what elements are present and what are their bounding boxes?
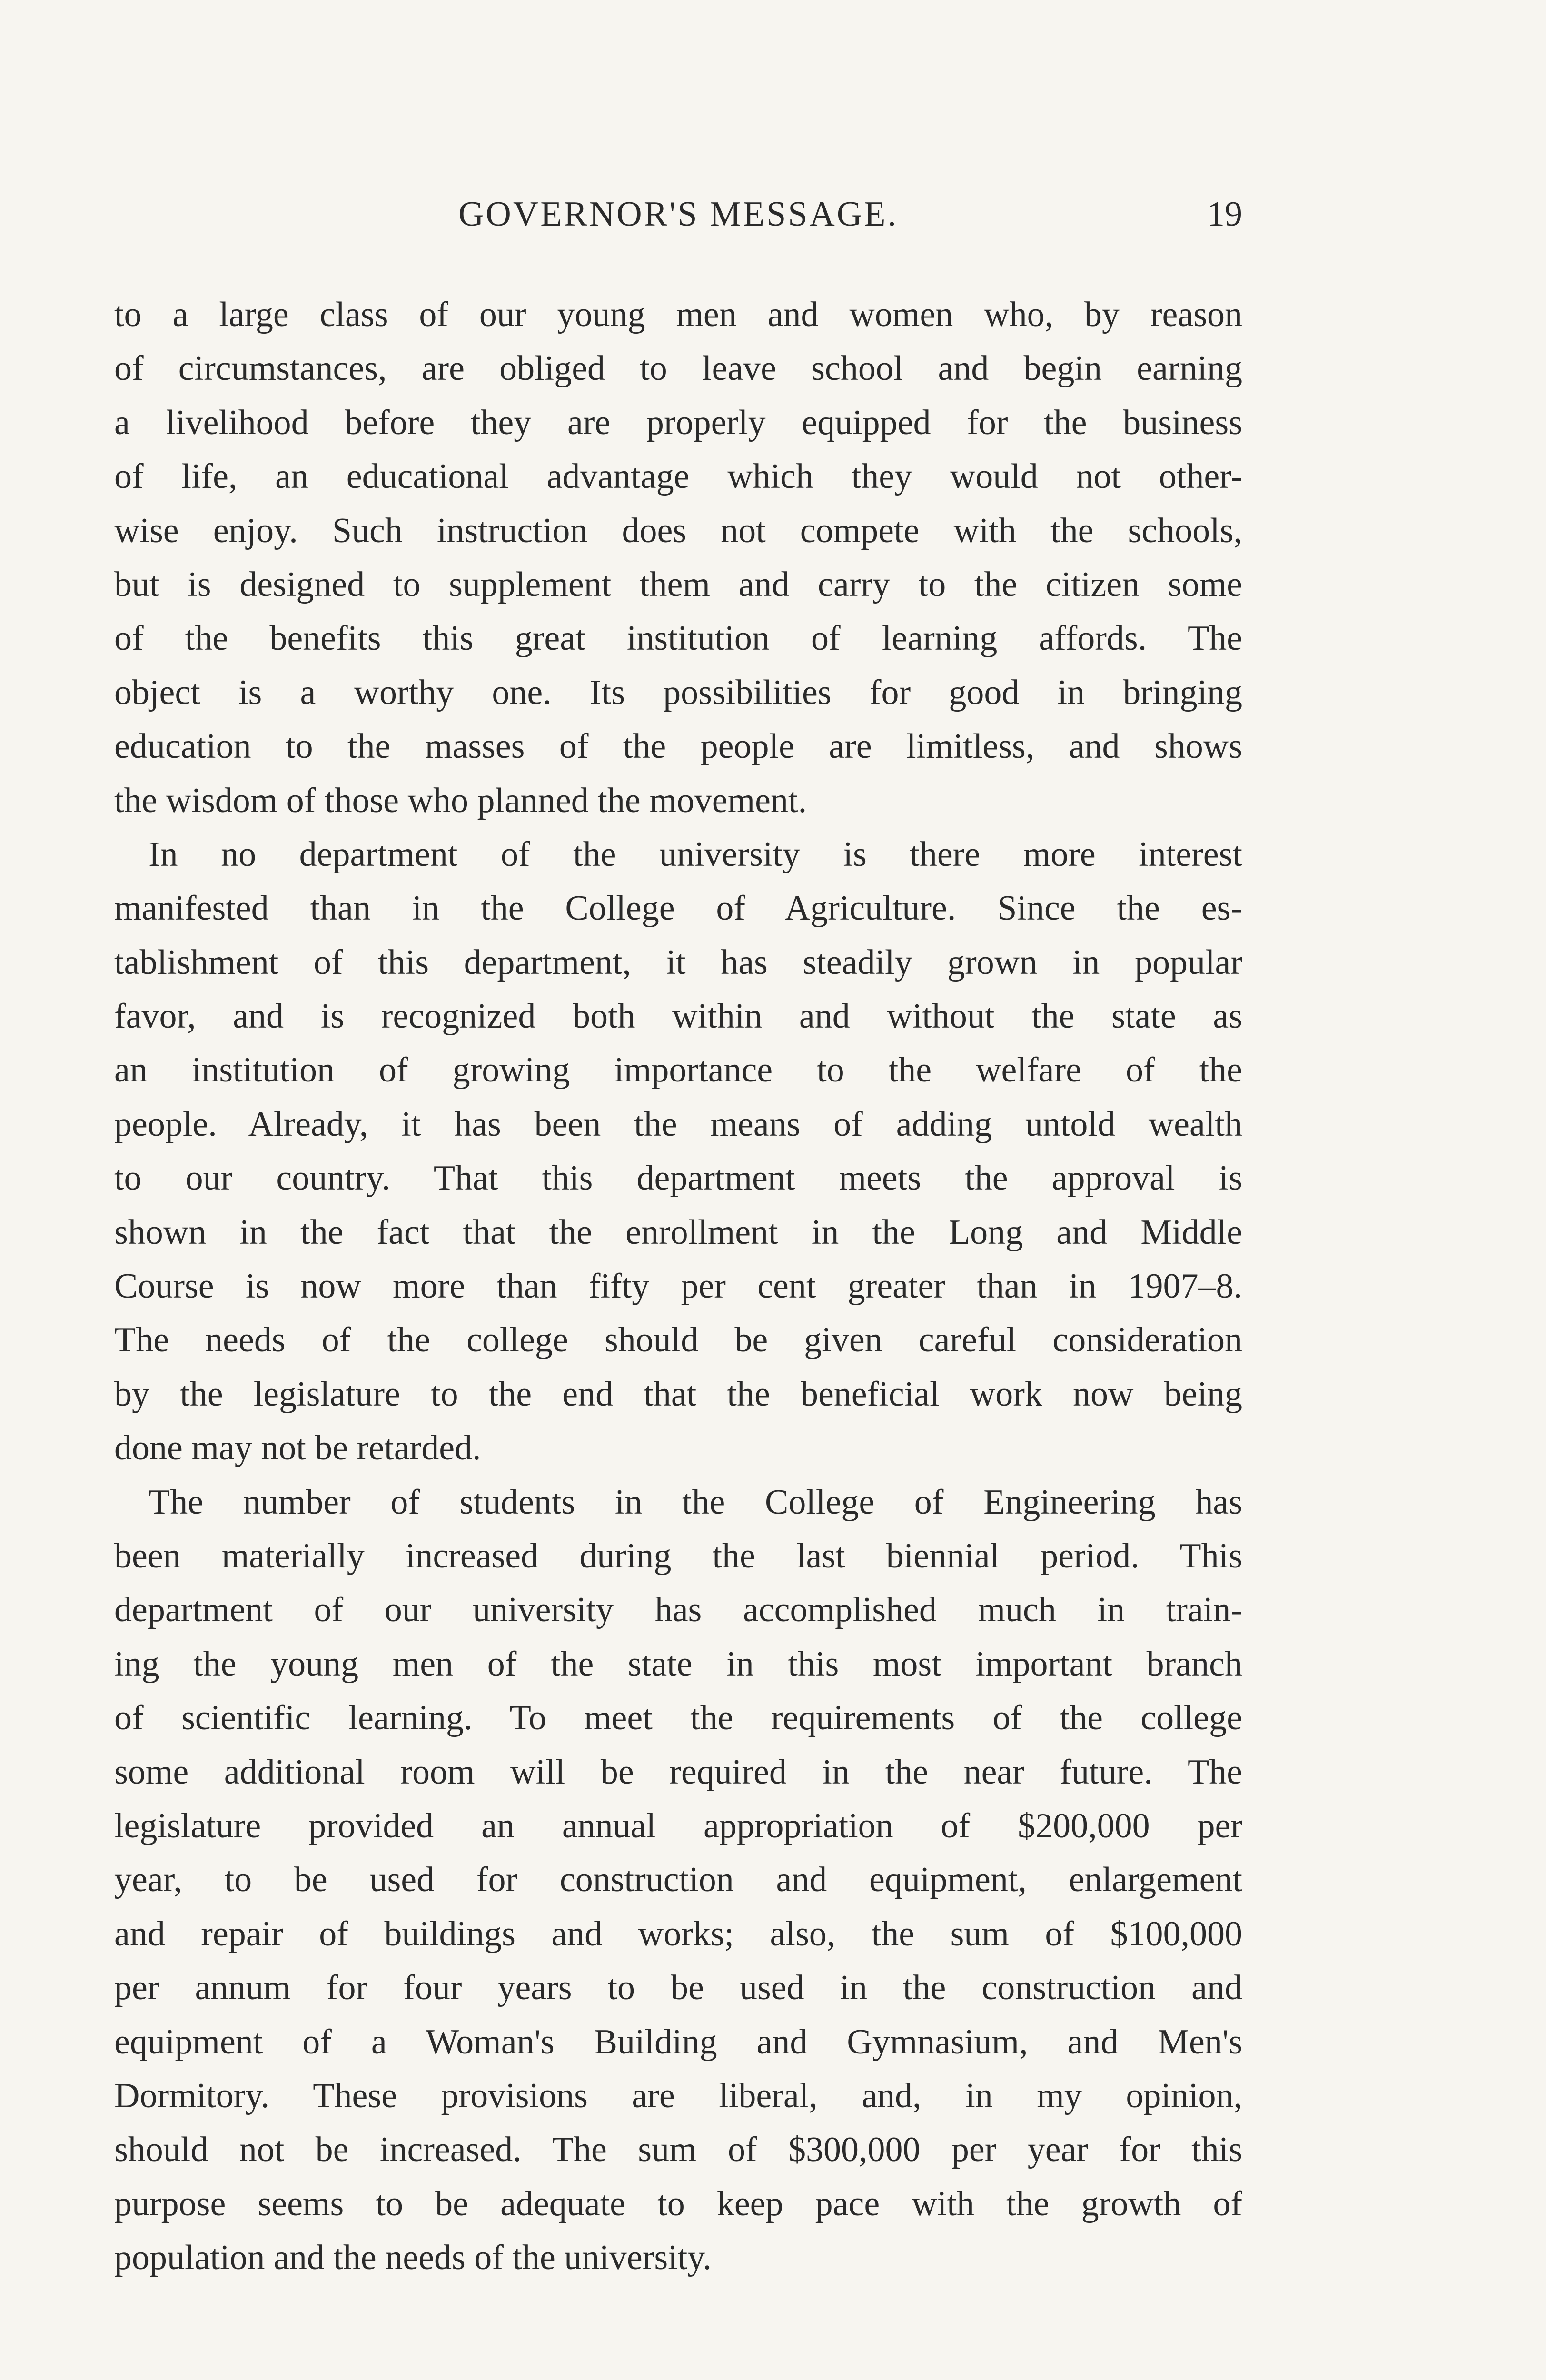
text-line: equipment of a Woman's Building and Gymnasium, and Men's [114, 2022, 1242, 2062]
text-line: done may not be retarded. [114, 1428, 481, 1468]
text-line: of circumstances, are obliged to leave school and begin earning [114, 349, 1242, 388]
text-line: In no department of the university is there more interest [149, 834, 1242, 874]
running-head: GOVERNOR'S MESSAGE. [458, 195, 898, 234]
text-line: wise enjoy. Such instruction does not compete with the schools, [114, 511, 1242, 550]
text-line: per annum for four years to be used in the construction and [114, 1968, 1242, 2008]
text-line: to a large class of our young men and women who, by reason [114, 295, 1242, 334]
body-text [114, 288, 1242, 2285]
text-line: but is designed to supplement them and carry to the citizen some [114, 565, 1242, 604]
text-line: shown in the fact that the enrollment in the Long and Middle [114, 1212, 1242, 1252]
text-line: manifested than in the College of Agriculture. Since the es- [114, 889, 1242, 928]
text-line: department of our university has accomplished much in train- [114, 1590, 1242, 1630]
paragraph-2 [114, 828, 1242, 1476]
text-line: of life, an educational advantage which they would not other- [114, 457, 1242, 496]
page-header [114, 188, 1242, 240]
text-line: The number of students in the College of Engineering has [149, 1482, 1242, 1522]
text-line: object is a worthy one. Its possibilities for good in bringing [114, 673, 1242, 712]
text-line: by the legislature to the end that the beneficial work now being [114, 1374, 1242, 1414]
text-line: favor, and is recognized both within and without the state as [114, 997, 1242, 1036]
paragraph-3 [114, 1476, 1242, 2285]
text-line: purpose seems to be adequate to keep pace with the growth of [114, 2184, 1242, 2223]
text-line: tablishment of this department, it has steadily grown in popular [114, 942, 1242, 982]
text-line: some additional room will be required in the near future. The [114, 1752, 1242, 1792]
text-line: a livelihood before they are properly equipped for the business [114, 403, 1242, 442]
text-line: education to the masses of the people are limitless, and shows [114, 727, 1242, 766]
text-line: of the benefits this great institution of learning affords. The [114, 619, 1242, 658]
paragraph-1 [114, 288, 1242, 828]
text-line: year, to be used for construction and equipment, enlargement [114, 1860, 1242, 1900]
text-line: should not be increased. The sum of $300,000 per year for this [114, 2130, 1242, 2170]
text-line: the wisdom of those who planned the movement. [114, 781, 807, 820]
text-line: ing the young men of the state in this most important branch [114, 1644, 1242, 1684]
text-line: people. Already, it has been the means of adding untold wealth [114, 1104, 1242, 1144]
text-line: Course is now more than fifty per cent greater than in 1907–8. [114, 1267, 1242, 1306]
text-line: of scientific learning. To meet the requirements of the college [114, 1698, 1242, 1738]
text-line: The needs of the college should be given careful consideration [114, 1320, 1242, 1360]
text-line: Dormitory. These provisions are liberal, and, in my opinion, [114, 2076, 1242, 2115]
text-line: to our country. That this department meets the approval is [114, 1159, 1242, 1198]
text-line: population and the needs of the university. [114, 2238, 712, 2278]
text-line: and repair of buildings and works; also, the sum of $100,000 [114, 1914, 1242, 1954]
text-line: legislature provided an annual appropriation of $200,000 per [114, 1806, 1242, 1845]
page-number: 19 [1207, 195, 1242, 234]
text-line: an institution of growing importance to the welfare of the [114, 1051, 1242, 1090]
text-line: been materially increased during the last biennial period. This [114, 1536, 1242, 1576]
